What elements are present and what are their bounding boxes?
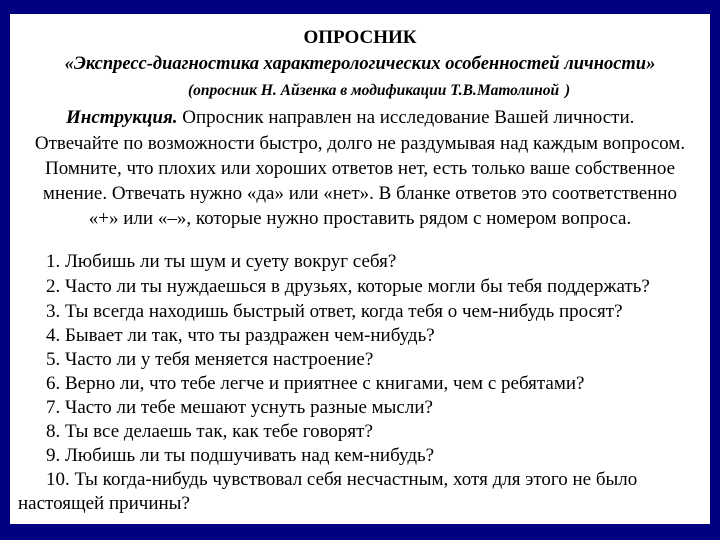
question-item: 10. Ты когда-нибудь чувствовал себя несчастным, хотя для этого не было xyxy=(46,469,638,490)
question-item: 7. Часто ли тебе мешают уснуть разные мысли? xyxy=(46,397,433,418)
question-item: 9. Любишь ли ты подшучивать над кем-нибудь? xyxy=(46,445,435,466)
instruction-line-2: Отвечайте по возможности быстро, долго не раздумывая над каждым вопросом. xyxy=(34,133,686,154)
instruction-line-3: Помните, что плохих или хороших ответов нет, есть только ваше собственное xyxy=(44,158,675,179)
source-note: (опросник Н. Айзенка в модификации Т.В. xyxy=(188,82,477,99)
question-item-continuation: настоящей причины? xyxy=(18,493,190,514)
source-close-paren: ) xyxy=(565,82,571,99)
instruction-text-1: Опросник направлен на исследование Вашей личности. xyxy=(177,107,635,128)
question-item: 5. Часто ли у тебя меняется настроение? xyxy=(46,349,374,370)
question-item: 6. Верно ли, что тебе легче и приятнее с книгами, чем с ребятами? xyxy=(46,373,585,394)
document-subtitle: «Экспресс-диагностика характерологических особенностей личности» xyxy=(64,54,656,74)
document-title: ОПРОСНИК xyxy=(303,27,417,48)
question-item: 1. Любишь ли ты шум и суету вокруг себя? xyxy=(46,251,397,272)
instruction-line-4: мнение. Отвечать нужно «да» или «нет». В бланке ответов это соответственно xyxy=(42,183,678,204)
question-item: 2. Часто ли ты нуждаешься в друзьях, которые могли бы тебя поддержать? xyxy=(46,276,650,297)
instruction-line-1 xyxy=(66,106,634,130)
question-item: 4. Бывает ли так, что ты раздражен чем-нибудь? xyxy=(46,325,435,346)
question-item: 3. Ты всегда находишь быстрый ответ, когда тебя о чем-нибудь просят? xyxy=(46,301,623,322)
instruction-label: Инструкция. xyxy=(66,107,178,128)
instruction-line-5: «+» или «–», которые нужно проставить рядом с номером вопроса. xyxy=(88,208,632,229)
document-page xyxy=(10,14,710,524)
question-item: 8. Ты все делаешь так, как тебе говорят? xyxy=(46,421,373,442)
source-author: Матолиной xyxy=(477,82,560,99)
